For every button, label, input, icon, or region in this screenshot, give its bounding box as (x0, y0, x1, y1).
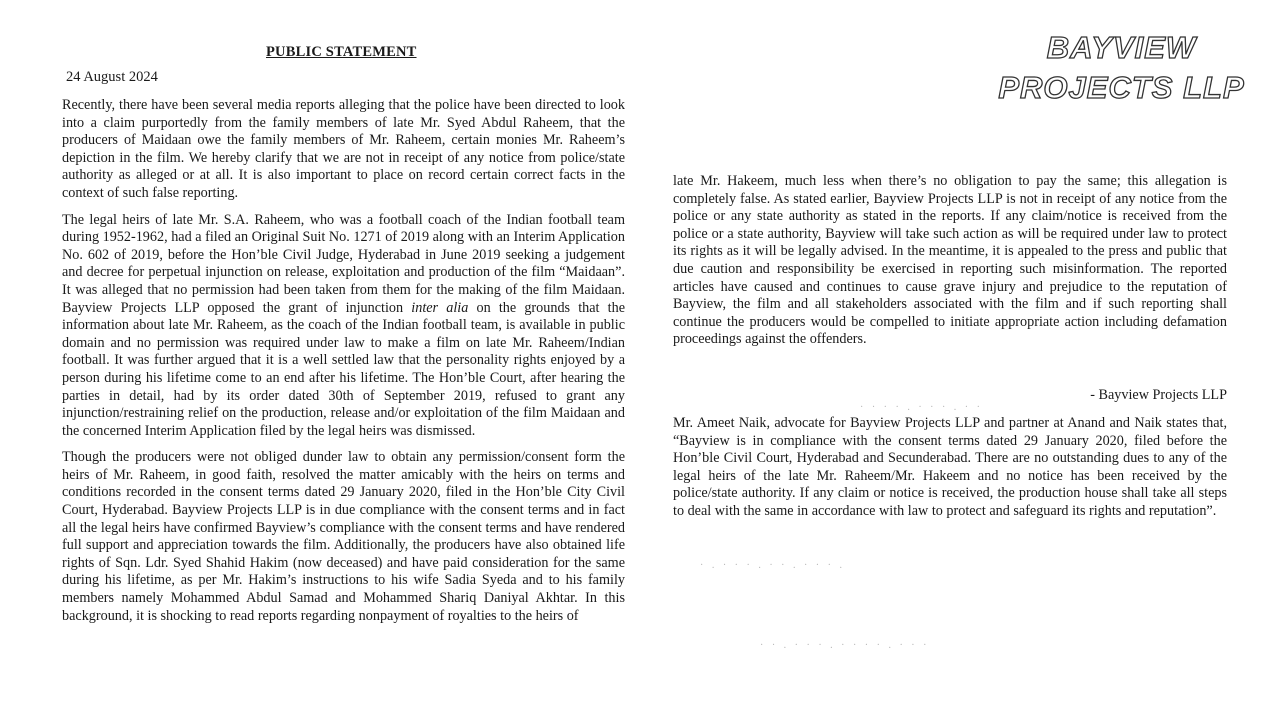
paragraph-consent-terms: Though the producers were not obliged dunder law to obtain any permission/consent form the heirs of Mr. Raheem, in good faith, resolved the matter amicably with the heirs on terms and conditions recorded in the consent terms dated 29 January 2020, filed in the Hon’ble City Civil Court, Hyderabad. Bayview Projects LLP is in due compliance with the consent terms and in fact all the legal heirs have confirmed Bayview’s compliance with the consent terms and have rendered full support and appreciation towards the film. Additionally, the producers have also obtained life rights of Sqn. Ldr. Syed Shahid Hakim (now deceased) and have paid consideration for the same during his lifetime, as per Mr. Hakim’s instructions to his wife Sadia Syeda and to his family members namely Mohammed Abdul Samad and Mohammed Shariq Daniyal Akhtar. In this background, it is shocking to read reports regarding nonpayment of royalties to the heirs of (62, 449, 625, 624)
scan-noise: · . · · · . · · . · · · . (700, 560, 845, 571)
right-advocate-text (673, 415, 1227, 521)
inter-alia-italic: inter alia (411, 299, 469, 316)
statement-title: PUBLIC STATEMENT (266, 44, 417, 60)
scan-noise: · · . · · · . · · · · . · · · (760, 640, 930, 651)
scan-noise: · · · · . · · · . · · (860, 402, 983, 413)
signature-line: - Bayview Projects LLP (1090, 387, 1227, 403)
right-body-text (673, 173, 1227, 349)
paragraph-legal-heirs-suit (62, 212, 625, 441)
statement-date: 24 August 2024 (66, 69, 158, 85)
paragraph-media-reports: Recently, there have been several media reports alleging that the police have been directed to look into a claim purportedly from the family members of late Mr. Syed Abdul Raheem, that the producers of Maidaan owe the family members of Mr. Raheem, certain monies Mr. Raheem’s depiction in the film. We hereby clarify that we are not in receipt of any notice from police/state authority as alleged or at all. It is also important to place on record certain correct facts in the context of such false reporting. (62, 97, 625, 201)
paragraph-advocate-statement: Mr. Ameet Naik, advocate for Bayview Projects LLP and partner at Anand and Naik states that, “Bayview is in compliance with the consent terms dated 29 January 2020, filed before the Hon’ble Civil Court, Hyderabad and Secunderabad. There are no outstanding dues to any of the legal heirs of the late Mr. Raheem/Mr. Hakeem and no notice has been received by the police/state authority. If any claim or notice is received, the production house shall take all steps to deal with the same in accordance with law to protect and safeguard its rights and reputation”. (673, 415, 1227, 519)
right-document-page (645, 0, 1280, 720)
bayview-logo (984, 28, 1259, 108)
logo-line-bayview: BAYVIEW (1046, 30, 1197, 65)
logo-line-projects: PROJECTS LLP (998, 70, 1245, 105)
paragraph-legal-heirs-part2: on the grounds that the information about late Mr. Raheem, as the coach of the Indian football team, is available in public domain and no permission was required under law to make a film on late Mr. Raheem/Indian football. It was further argued that it is a well settled law that the personality rights enjoyed by a person during his lifetime come to an end after his lifetime. The Hon’ble Court, after hearing the parties in detail, had by its order dated 30th of September 2019, refused to grant any injunction/restraining relief on the production, release and/or exploitation of the film Maidaan and the concerned Interim Application filed by the legal heirs was dismissed. (62, 299, 625, 439)
paragraph-legal-heirs-part1: The legal heirs of late Mr. S.A. Raheem, who was a football coach of the Indian football team during 1952-1962, had a filed an Original Suit No. 1271 of 2019 along with an Interim Application No. 602 of 2019, before the Hon’ble Civil Judge, Hyderabad in June 2019 seeking a judgement and decree for perpetual injunction on release, exploitation and production of the film “Maidaan”. It was alleged that no permission had been taken from them for the making of the film Maidaan. Bayview Projects LLP opposed the grant of injunction (62, 211, 625, 316)
left-body-text (62, 97, 625, 634)
paragraph-hakeem-allegation: late Mr. Hakeem, much less when there’s no obligation to pay the same; this allegation is completely false. As stated earlier, Bayview Projects LLP is not in receipt of any notice from the police or any state authority as stated in the reports. If any claim/notice is received from the police or a state authority, Bayview will take such action as will be required under law to protect its rights as it will be legally advised. In the meantime, it is appealed to the press and public that due caution and responsibility be exercised in reporting such misinformation. The reported articles have caused and continues to cause grave injury and prejudice to the reputation of Bayview, the film and all stakeholders associated with the film and if such reporting shall continue the producers would be compelled to initiate appropriate action including defamation proceedings against the offenders. (673, 173, 1227, 348)
